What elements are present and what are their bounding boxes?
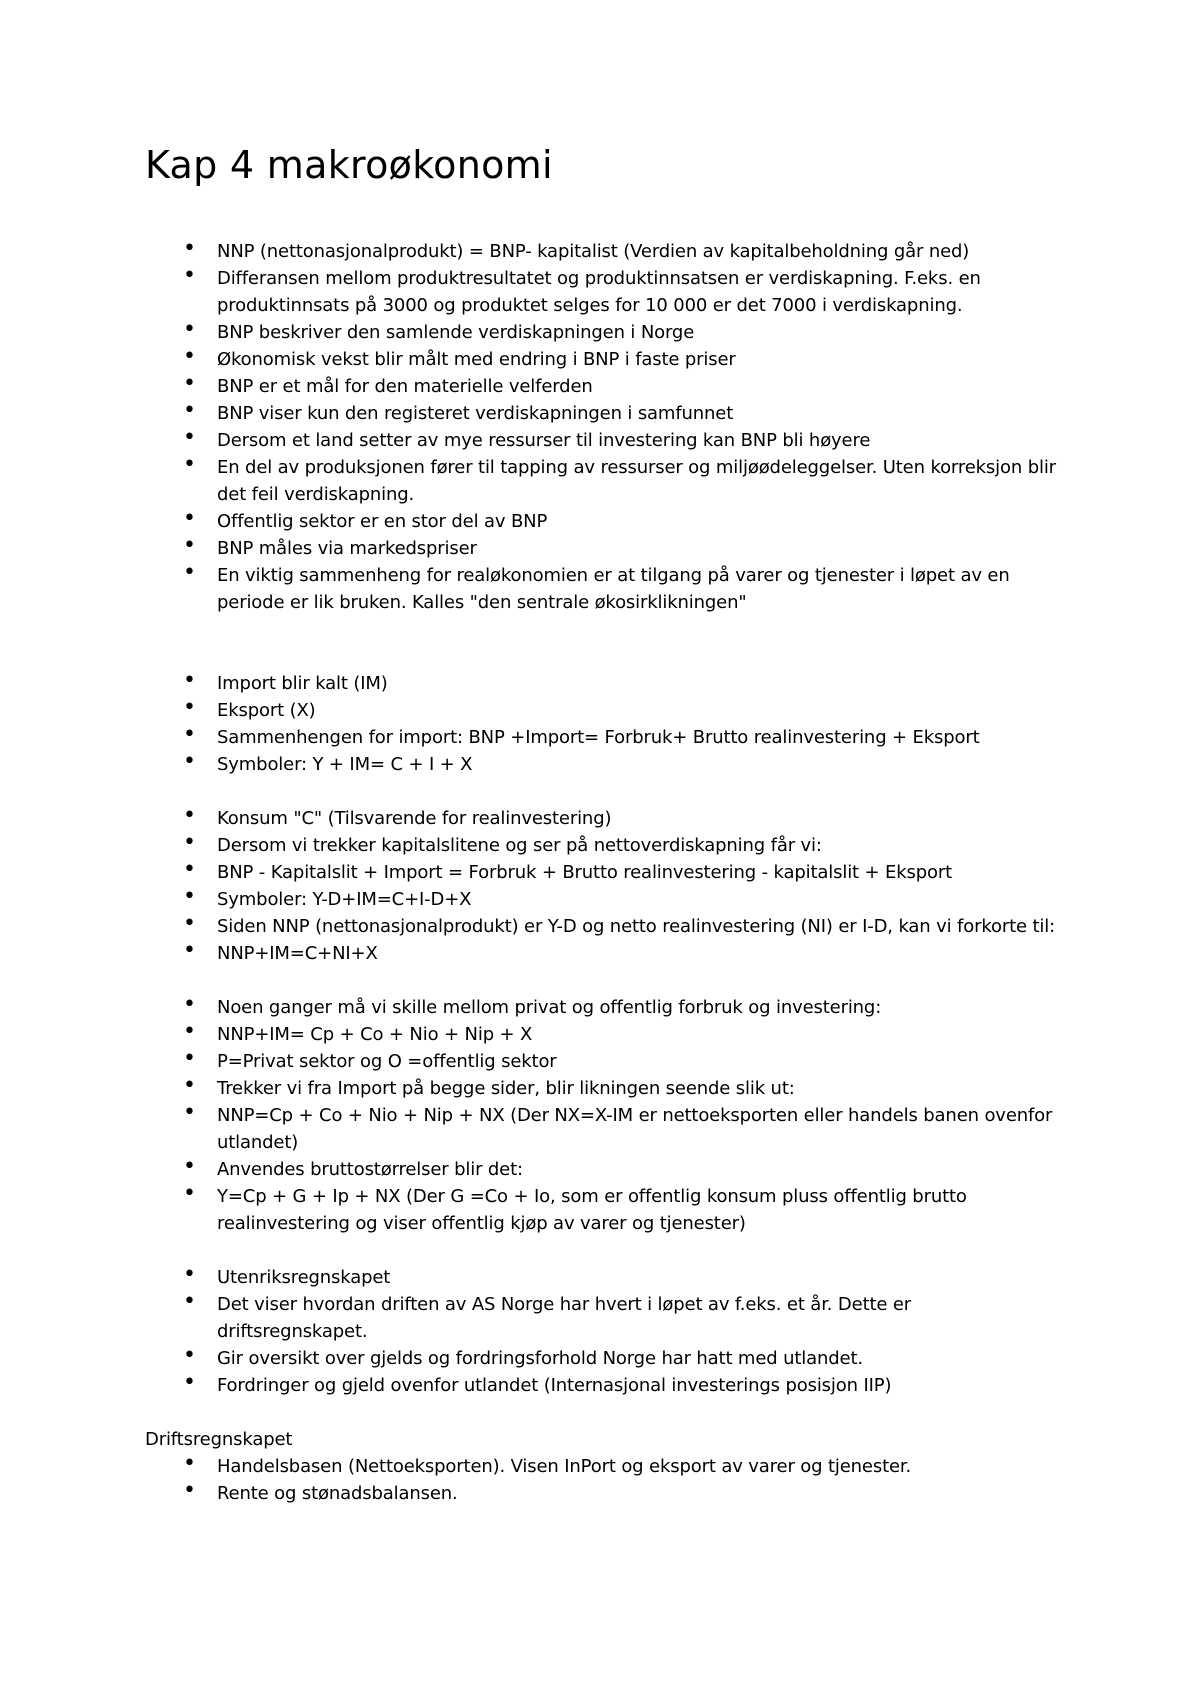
list-item: • BNP viser kun den registeret verdiskapningen i samfunnet bbox=[145, 400, 1065, 427]
list-item: • Symboler: Y-D+IM=C+I-D+X bbox=[145, 886, 1065, 913]
list-item: • NNP=Cp + Co + Nio + Nip + NX (Der NX=X-IM er nettoeksporten eller handels banen ovenfor utlandet) bbox=[145, 1102, 1065, 1156]
list-item: • Differansen mellom produktresultatet og produktinnsatsen er verdiskapning. F.eks. en produktinnsats på 3000 og produktet selges for 10 000 er det 7000 i verdiskapning. bbox=[145, 265, 1065, 319]
list-item: • Økonomisk vekst blir målt med endring i BNP i faste priser bbox=[145, 346, 1065, 373]
list-item: • Sammenhengen for import: BNP +Import= Forbruk+ Brutto realinvestering + Eksport bbox=[145, 724, 1065, 751]
spacer bbox=[145, 616, 1065, 670]
bullet-list-konsum bbox=[145, 805, 1065, 967]
list-item: • NNP (nettonasjonalprodukt) = BNP- kapitalist (Verdien av kapitalbeholdning går ned) bbox=[145, 238, 1065, 265]
list-item: • BNP - Kapitalslit + Import = Forbruk + Brutto realinvestering - kapitalslit + Eksport bbox=[145, 859, 1065, 886]
section-subheading: Driftsregnskapet bbox=[145, 1429, 293, 1450]
list-item: • Trekker vi fra Import på begge sider, blir likningen seende slik ut: bbox=[145, 1075, 1065, 1102]
spacer bbox=[145, 1399, 1065, 1426]
list-item: • NNP+IM= Cp + Co + Nio + Nip + X bbox=[145, 1021, 1065, 1048]
list-item: • Gir oversikt over gjelds og fordringsforhold Norge har hatt med utlandet. bbox=[145, 1345, 1065, 1372]
list-item: • Anvendes bruttostørrelser blir det: bbox=[145, 1156, 1065, 1183]
list-item: • BNP er et mål for den materielle velferden bbox=[145, 373, 1065, 400]
list-item: • Det viser hvordan driften av AS Norge har hvert i løpet av f.eks. et år. Dette er driftsregnskapet. bbox=[145, 1291, 1065, 1345]
spacer bbox=[145, 967, 1065, 994]
list-item: • Rente og stønadsbalansen. bbox=[145, 1480, 1065, 1507]
list-item: • Konsum "C" (Tilsvarende for realinvestering) bbox=[145, 805, 1065, 832]
bullet-list-import bbox=[145, 670, 1065, 778]
list-item: • Eksport (X) bbox=[145, 697, 1065, 724]
list-item: • Utenriksregnskapet bbox=[145, 1264, 1065, 1291]
list-item: • BNP måles via markedspriser bbox=[145, 535, 1065, 562]
list-item: • P=Privat sektor og O =offentlig sektor bbox=[145, 1048, 1065, 1075]
list-item: • En del av produksjonen fører til tapping av ressurser og miljøødeleggelser. Uten korreksjon blir det feil verdiskapning. bbox=[145, 454, 1065, 508]
bullet-list-drift bbox=[145, 1453, 1065, 1507]
list-item: • Symboler: Y + IM= C + I + X bbox=[145, 751, 1065, 778]
document-body bbox=[145, 238, 1065, 1507]
list-item: • BNP beskriver den samlende verdiskapningen i Norge bbox=[145, 319, 1065, 346]
list-item: • Y=Cp + G + Ip + NX (Der G =Co + Io, som er offentlig konsum pluss offentlig brutto realinvestering og viser offentlig kjøp av varer og tjenester) bbox=[145, 1183, 1065, 1237]
bullet-list-sektor bbox=[145, 994, 1065, 1237]
list-item: • Fordringer og gjeld ovenfor utlandet (Internasjonal investerings posisjon IIP) bbox=[145, 1372, 1065, 1399]
list-item: • NNP+IM=C+NI+X bbox=[145, 940, 1065, 967]
list-item: • Dersom vi trekker kapitalslitene og ser på nettoverdiskapning får vi: bbox=[145, 832, 1065, 859]
spacer bbox=[145, 778, 1065, 805]
list-item: • Noen ganger må vi skille mellom privat og offentlig forbruk og investering: bbox=[145, 994, 1065, 1021]
bullet-list-bnp bbox=[145, 238, 1065, 616]
bullet-list-utenriks bbox=[145, 1264, 1065, 1399]
list-item: • En viktig sammenheng for realøkonomien er at tilgang på varer og tjenester i løpet av en periode er lik bruken. Kalles "den sentrale økosirklikningen" bbox=[145, 562, 1065, 616]
page-title: Kap 4 makroøkonomi bbox=[145, 143, 553, 187]
list-item: • Offentlig sektor er en stor del av BNP bbox=[145, 508, 1065, 535]
spacer bbox=[145, 1237, 1065, 1264]
list-item: • Siden NNP (nettonasjonalprodukt) er Y-D og netto realinvestering (NI) er I-D, kan vi forkorte til: bbox=[145, 913, 1065, 940]
list-item: • Handelsbasen (Nettoeksporten). Visen InPort og eksport av varer og tjenester. bbox=[145, 1453, 1065, 1480]
list-item: • Dersom et land setter av mye ressurser til investering kan BNP bli høyere bbox=[145, 427, 1065, 454]
list-item: • Import blir kalt (IM) bbox=[145, 670, 1065, 697]
